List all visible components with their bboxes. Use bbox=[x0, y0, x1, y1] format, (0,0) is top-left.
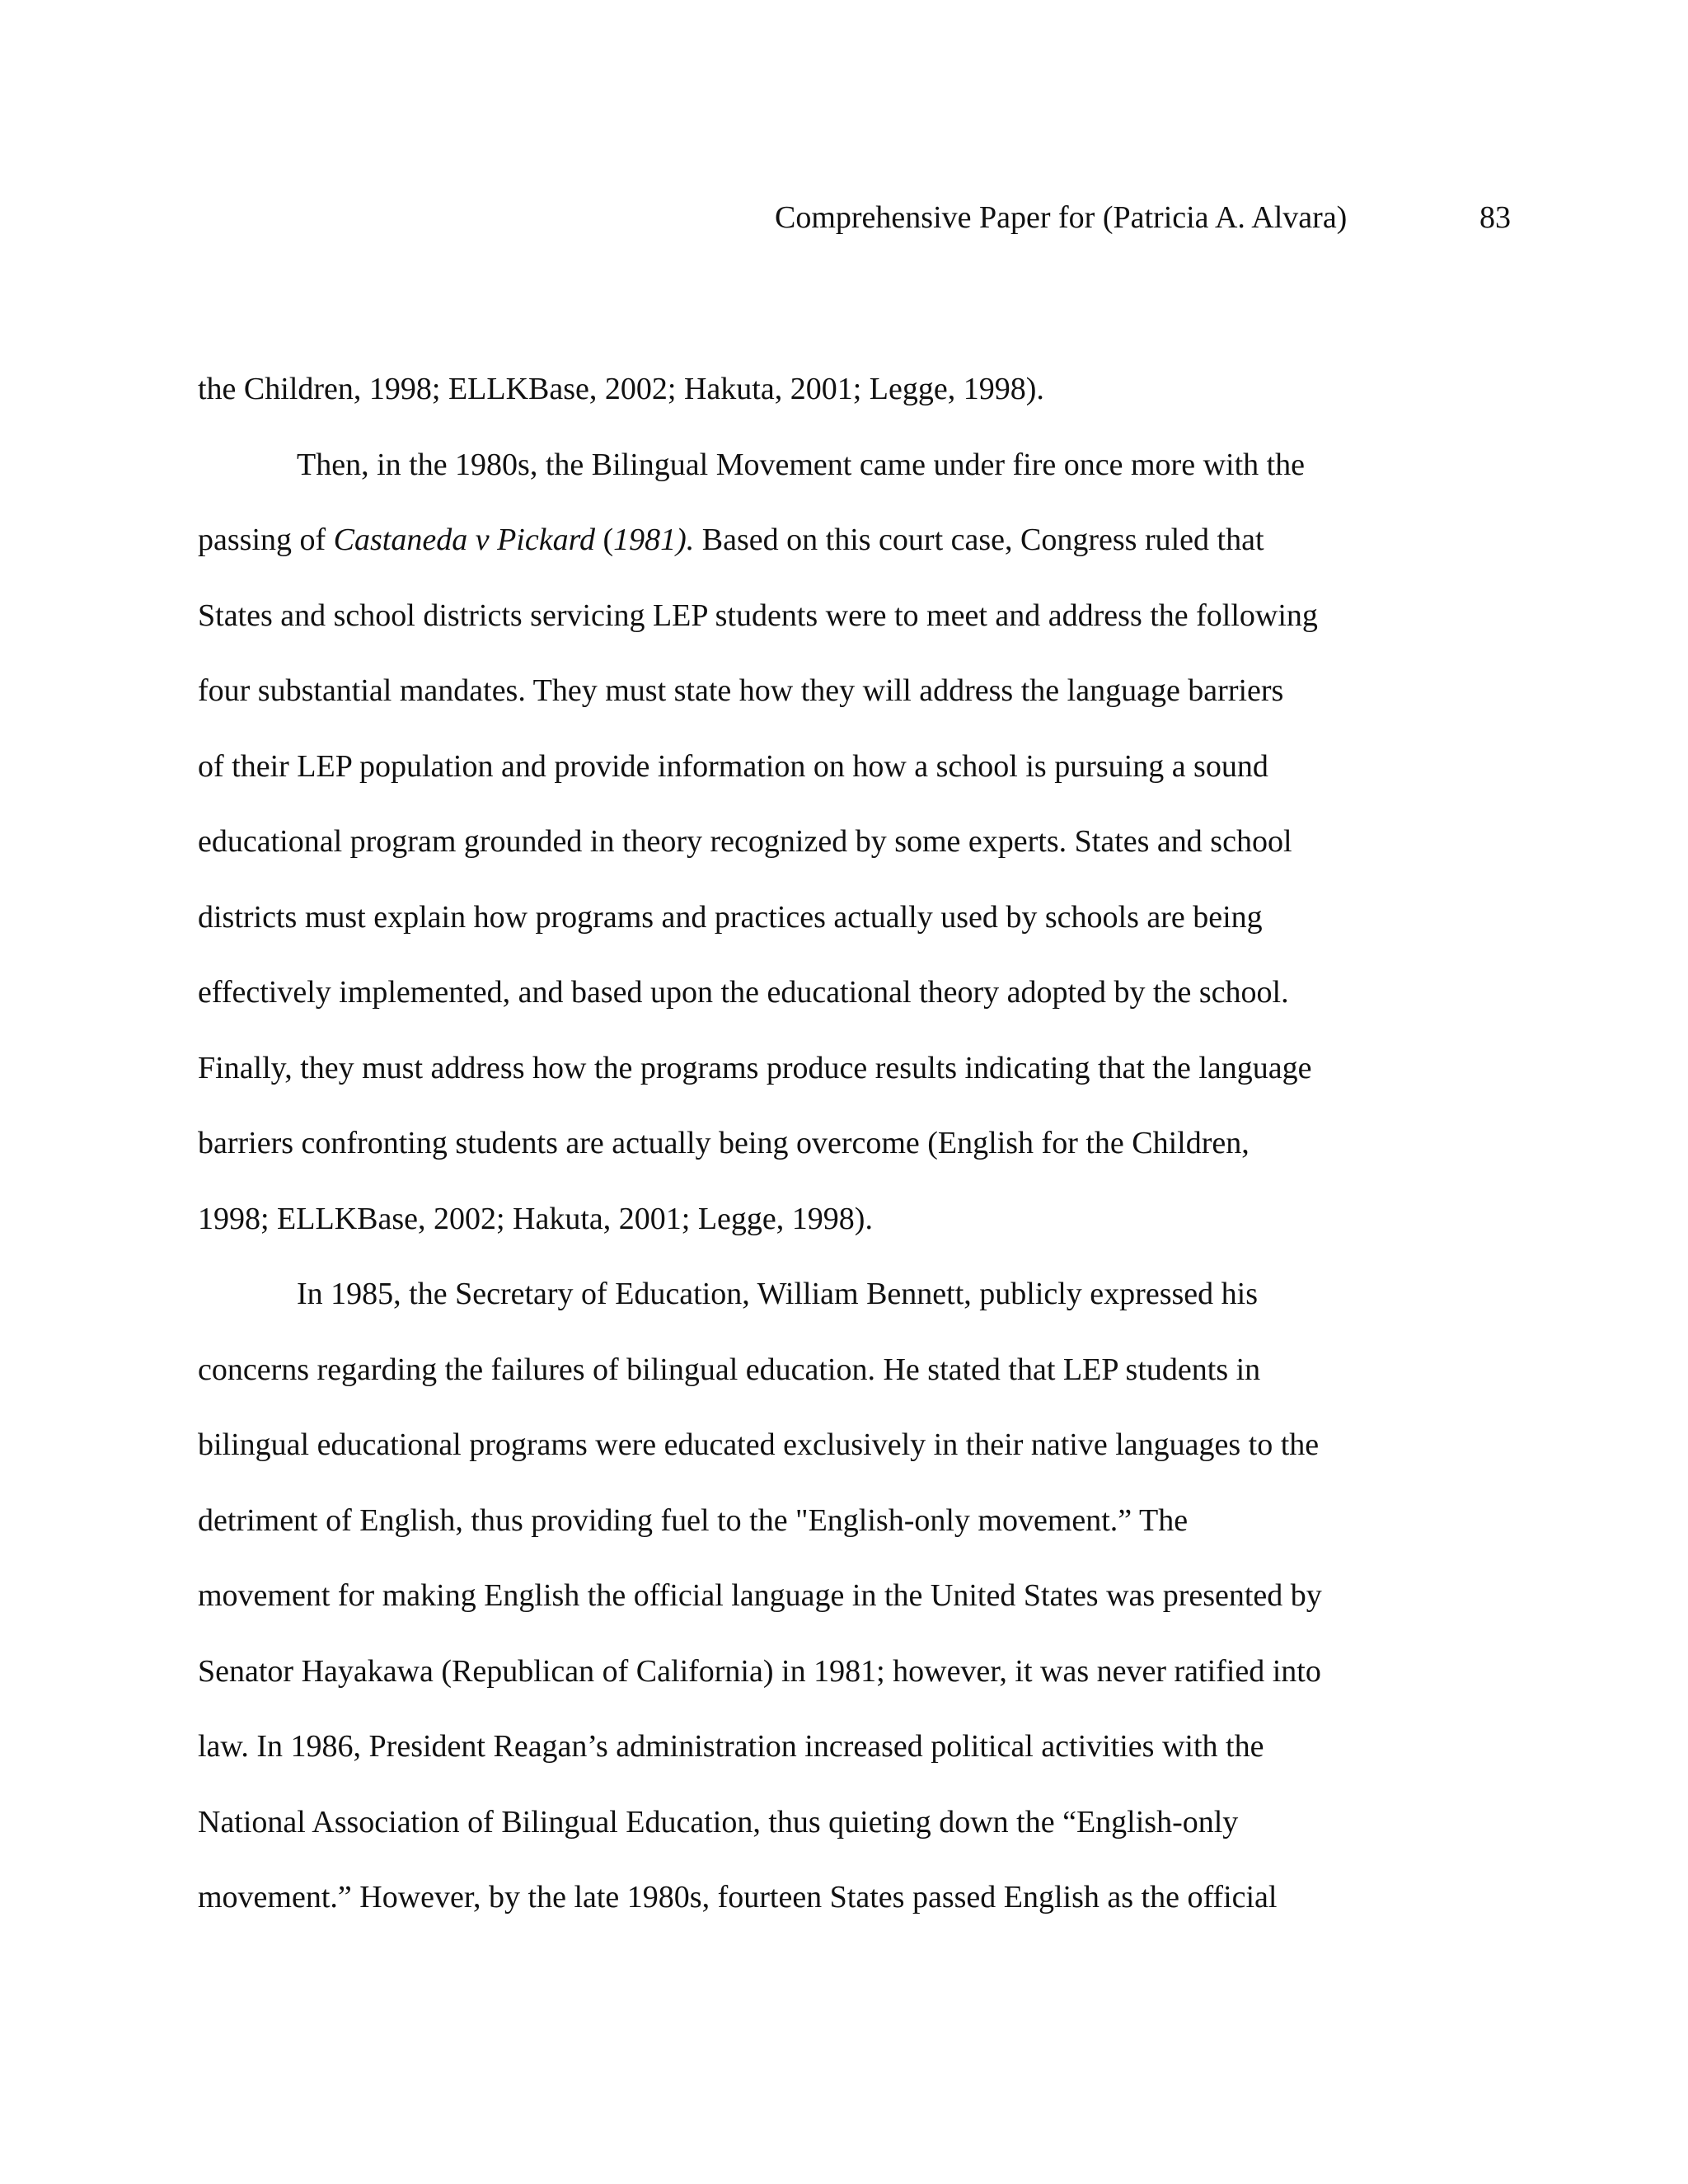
text-line: concerns regarding the failures of bilingual education. He stated that LEP students in bbox=[198, 1352, 1261, 1387]
text-line: detriment of English, thus providing fuel to the "English-only movement.” The bbox=[198, 1502, 1189, 1538]
text-line: districts must explain how programs and practices actually used by schools are being bbox=[198, 899, 1263, 935]
text-line: bilingual educational programs were educated exclusively in their native languages to the bbox=[198, 1427, 1320, 1462]
text-line-with-case-citation bbox=[198, 520, 1385, 596]
text-line: the Children, 1998; ELLKBase, 2002; Hakuta, 2001; Legge, 1998). bbox=[198, 372, 1044, 406]
text-line: of their LEP population and provide information on how a school is pursuing a sound bbox=[198, 748, 1268, 784]
case-year: 1981). bbox=[613, 523, 695, 557]
paragraph-first-line: In 1985, the Secretary of Education, William Bennett, publicly expressed his bbox=[297, 1277, 1258, 1311]
text-run: passing of bbox=[198, 523, 334, 557]
text-line: movement for making English the official language in the United States was presented by bbox=[198, 1578, 1322, 1613]
body-text bbox=[198, 369, 1385, 1953]
text-line: four substantial mandates. They must state how they will address the language barriers bbox=[198, 673, 1284, 708]
text-line: Finally, they must address how the programs produce results indicating that the language bbox=[198, 1050, 1312, 1085]
text-line: movement.” However, by the late 1980s, fourteen States passed English as the official bbox=[198, 1880, 1278, 1915]
paragraph-first-line: Then, in the 1980s, the Bilingual Movement came under fire once more with the bbox=[297, 447, 1306, 482]
text-line: 1998; ELLKBase, 2002; Hakuta, 2001; Legge, 1998). bbox=[198, 1201, 873, 1236]
case-name: Castaneda v Pickard bbox=[333, 523, 595, 557]
text-line: States and school districts servicing LEP students were to meet and address the following bbox=[198, 598, 1318, 633]
running-title: Comprehensive Paper for (Patricia A. Alvara) bbox=[775, 200, 1348, 235]
text-run: ( bbox=[594, 523, 614, 557]
text-run: Based on this court case, Congress ruled that bbox=[694, 523, 1264, 557]
text-line: effectively implemented, and based upon the educational theory adopted by the school. bbox=[198, 975, 1289, 1010]
text-line: National Association of Bilingual Education, thus quieting down the “English-only bbox=[198, 1804, 1239, 1840]
page-number: 83 bbox=[1479, 200, 1511, 235]
text-line: Senator Hayakawa (Republican of California) in 1981; however, it was never ratified into bbox=[198, 1653, 1321, 1689]
text-line: barriers confronting students are actually being overcome (English for the Children, bbox=[198, 1126, 1250, 1160]
text-line: law. In 1986, President Reagan’s administration increased political activities with the bbox=[198, 1729, 1264, 1764]
text-line: educational program grounded in theory recognized by some experts. States and school bbox=[198, 824, 1292, 859]
